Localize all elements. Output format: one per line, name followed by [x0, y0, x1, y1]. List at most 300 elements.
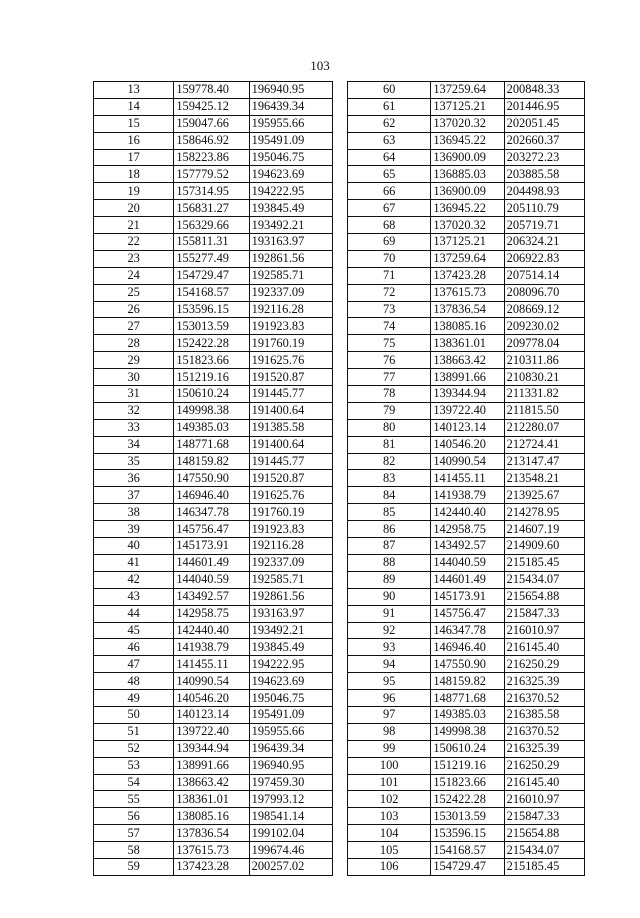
y-coordinate-cell: 210830.21	[504, 369, 584, 386]
y-coordinate-cell: 196439.34	[249, 740, 332, 757]
point-number-cell: 94	[348, 656, 431, 673]
y-coordinate-cell: 206922.83	[504, 250, 584, 267]
y-coordinate-cell: 194222.95	[249, 183, 332, 200]
y-coordinate-cell: 192585.71	[249, 571, 332, 588]
y-coordinate-cell: 192861.56	[249, 250, 332, 267]
x-coordinate-cell: 144040.59	[431, 554, 504, 571]
x-coordinate-cell: 137259.64	[431, 82, 504, 99]
table-row	[94, 858, 333, 875]
table-row	[94, 183, 333, 200]
table-row	[348, 335, 585, 352]
x-coordinate-cell: 153013.59	[431, 808, 504, 825]
y-coordinate-cell: 193163.97	[249, 605, 332, 622]
table-row	[348, 605, 585, 622]
x-coordinate-cell: 138991.66	[174, 757, 249, 774]
y-coordinate-cell: 197459.30	[249, 774, 332, 791]
x-coordinate-cell: 144601.49	[431, 571, 504, 588]
point-number-cell: 57	[94, 825, 174, 842]
x-coordinate-cell: 137125.21	[431, 234, 504, 251]
y-coordinate-cell: 196439.34	[249, 98, 332, 115]
x-coordinate-cell: 149998.38	[174, 402, 249, 419]
point-number-cell: 30	[94, 369, 174, 386]
point-number-cell: 89	[348, 571, 431, 588]
x-coordinate-cell: 148159.82	[174, 453, 249, 470]
table-row	[94, 673, 333, 690]
y-coordinate-cell: 211331.82	[504, 386, 584, 403]
table-row	[94, 250, 333, 267]
point-number-cell: 37	[94, 487, 174, 504]
point-number-cell: 99	[348, 740, 431, 757]
y-coordinate-cell: 210311.86	[504, 352, 584, 369]
x-coordinate-cell: 141455.11	[174, 656, 249, 673]
point-number-cell: 33	[94, 419, 174, 436]
y-coordinate-cell: 195491.09	[249, 132, 332, 149]
point-number-cell: 14	[94, 98, 174, 115]
x-coordinate-cell: 146347.78	[431, 622, 504, 639]
x-coordinate-cell: 136885.03	[431, 166, 504, 183]
y-coordinate-cell: 203272.23	[504, 149, 584, 166]
point-number-cell: 98	[348, 723, 431, 740]
point-number-cell: 71	[348, 267, 431, 284]
point-number-cell: 76	[348, 352, 431, 369]
point-number-cell: 44	[94, 605, 174, 622]
y-coordinate-cell: 215847.33	[504, 808, 584, 825]
x-coordinate-cell: 155811.31	[174, 234, 249, 251]
table-row	[348, 318, 585, 335]
table-row	[348, 98, 585, 115]
point-number-cell: 41	[94, 554, 174, 571]
table-row	[348, 284, 585, 301]
x-coordinate-cell: 137615.73	[174, 842, 249, 859]
table-row	[348, 436, 585, 453]
table-row	[94, 605, 333, 622]
point-number-cell: 74	[348, 318, 431, 335]
x-coordinate-cell: 142958.75	[174, 605, 249, 622]
y-coordinate-cell: 214278.95	[504, 504, 584, 521]
x-coordinate-cell: 150610.24	[174, 386, 249, 403]
y-coordinate-cell: 205110.79	[504, 200, 584, 217]
y-coordinate-cell: 199102.04	[249, 825, 332, 842]
y-coordinate-cell: 194623.69	[249, 166, 332, 183]
y-coordinate-cell: 193845.49	[249, 639, 332, 656]
point-number-cell: 49	[94, 690, 174, 707]
x-coordinate-cell: 151823.66	[431, 774, 504, 791]
table-row	[348, 538, 585, 555]
table-row	[348, 521, 585, 538]
x-coordinate-cell: 148159.82	[431, 673, 504, 690]
x-coordinate-cell: 157314.95	[174, 183, 249, 200]
y-coordinate-cell: 191385.58	[249, 419, 332, 436]
x-coordinate-cell: 137615.73	[431, 284, 504, 301]
x-coordinate-cell: 159047.66	[174, 115, 249, 132]
x-coordinate-cell: 150610.24	[431, 740, 504, 757]
point-number-cell: 82	[348, 453, 431, 470]
point-number-cell: 106	[348, 858, 431, 875]
table-row	[348, 149, 585, 166]
x-coordinate-cell: 142440.40	[174, 622, 249, 639]
point-number-cell: 50	[94, 706, 174, 723]
point-number-cell: 46	[94, 639, 174, 656]
table-row	[94, 115, 333, 132]
table-row	[348, 639, 585, 656]
point-number-cell: 45	[94, 622, 174, 639]
table-row	[94, 842, 333, 859]
x-coordinate-cell: 155277.49	[174, 250, 249, 267]
x-coordinate-cell: 145173.91	[174, 538, 249, 555]
x-coordinate-cell: 149385.03	[174, 419, 249, 436]
y-coordinate-cell: 215654.88	[504, 588, 584, 605]
y-coordinate-cell: 208669.12	[504, 301, 584, 318]
y-coordinate-cell: 196940.95	[249, 82, 332, 99]
point-number-cell: 66	[348, 183, 431, 200]
point-number-cell: 63	[348, 132, 431, 149]
x-coordinate-cell: 140546.20	[431, 436, 504, 453]
y-coordinate-cell: 191760.19	[249, 335, 332, 352]
y-coordinate-cell: 191625.76	[249, 352, 332, 369]
y-coordinate-cell: 215185.45	[504, 554, 584, 571]
y-coordinate-cell: 199674.46	[249, 842, 332, 859]
x-coordinate-cell: 137020.32	[431, 217, 504, 234]
table-row	[94, 301, 333, 318]
point-number-cell: 67	[348, 200, 431, 217]
y-coordinate-cell: 193163.97	[249, 234, 332, 251]
x-coordinate-cell: 153013.59	[174, 318, 249, 335]
table-row	[348, 622, 585, 639]
y-coordinate-cell: 208096.70	[504, 284, 584, 301]
table-row	[348, 706, 585, 723]
y-coordinate-cell: 214607.19	[504, 521, 584, 538]
y-coordinate-cell: 195046.75	[249, 690, 332, 707]
y-coordinate-cell: 201446.95	[504, 98, 584, 115]
x-coordinate-cell: 138991.66	[431, 369, 504, 386]
point-number-cell: 59	[94, 858, 174, 875]
table-row	[94, 267, 333, 284]
table-row	[94, 554, 333, 571]
x-coordinate-cell: 138361.01	[174, 791, 249, 808]
y-coordinate-cell: 191400.64	[249, 436, 332, 453]
coordinate-table-right	[347, 81, 585, 876]
point-number-cell: 78	[348, 386, 431, 403]
point-number-cell: 54	[94, 774, 174, 791]
y-coordinate-cell: 216325.39	[504, 673, 584, 690]
point-number-cell: 88	[348, 554, 431, 571]
point-number-cell: 105	[348, 842, 431, 859]
coordinate-table-left	[93, 81, 333, 876]
y-coordinate-cell: 216145.40	[504, 639, 584, 656]
x-coordinate-cell: 145756.47	[431, 605, 504, 622]
x-coordinate-cell: 144040.59	[174, 571, 249, 588]
x-coordinate-cell: 140123.14	[174, 706, 249, 723]
table-row	[94, 402, 333, 419]
point-number-cell: 53	[94, 757, 174, 774]
table-row	[94, 149, 333, 166]
y-coordinate-cell: 191625.76	[249, 487, 332, 504]
x-coordinate-cell: 138085.16	[174, 808, 249, 825]
y-coordinate-cell: 192861.56	[249, 588, 332, 605]
point-number-cell: 43	[94, 588, 174, 605]
point-number-cell: 56	[94, 808, 174, 825]
y-coordinate-cell: 196940.95	[249, 757, 332, 774]
point-number-cell: 81	[348, 436, 431, 453]
point-number-cell: 34	[94, 436, 174, 453]
x-coordinate-cell: 137259.64	[431, 250, 504, 267]
point-number-cell: 75	[348, 335, 431, 352]
point-number-cell: 32	[94, 402, 174, 419]
point-number-cell: 48	[94, 673, 174, 690]
point-number-cell: 65	[348, 166, 431, 183]
table-row	[348, 183, 585, 200]
point-number-cell: 23	[94, 250, 174, 267]
table-row	[348, 234, 585, 251]
point-number-cell: 101	[348, 774, 431, 791]
x-coordinate-cell: 136900.09	[431, 183, 504, 200]
table-row	[348, 250, 585, 267]
y-coordinate-cell: 195491.09	[249, 706, 332, 723]
y-coordinate-cell: 215434.07	[504, 571, 584, 588]
x-coordinate-cell: 139722.40	[174, 723, 249, 740]
point-number-cell: 27	[94, 318, 174, 335]
point-number-cell: 24	[94, 267, 174, 284]
table-row	[94, 453, 333, 470]
point-number-cell: 72	[348, 284, 431, 301]
y-coordinate-cell: 195955.66	[249, 723, 332, 740]
y-coordinate-cell: 192116.28	[249, 538, 332, 555]
x-coordinate-cell: 140990.54	[174, 673, 249, 690]
table-row	[348, 791, 585, 808]
table-body	[348, 82, 585, 876]
x-coordinate-cell: 154168.57	[431, 842, 504, 859]
y-coordinate-cell: 200848.33	[504, 82, 584, 99]
y-coordinate-cell: 192116.28	[249, 301, 332, 318]
x-coordinate-cell: 136900.09	[431, 149, 504, 166]
x-coordinate-cell: 136945.22	[431, 132, 504, 149]
y-coordinate-cell: 212280.07	[504, 419, 584, 436]
table-row	[348, 858, 585, 875]
table-row	[348, 588, 585, 605]
point-number-cell: 26	[94, 301, 174, 318]
x-coordinate-cell: 142958.75	[431, 521, 504, 538]
y-coordinate-cell: 216325.39	[504, 740, 584, 757]
x-coordinate-cell: 147550.90	[431, 656, 504, 673]
table-row	[348, 757, 585, 774]
table-row	[348, 740, 585, 757]
x-coordinate-cell: 147550.90	[174, 470, 249, 487]
x-coordinate-cell: 139722.40	[431, 402, 504, 419]
y-coordinate-cell: 213925.67	[504, 487, 584, 504]
point-number-cell: 42	[94, 571, 174, 588]
y-coordinate-cell: 213147.47	[504, 453, 584, 470]
point-number-cell: 93	[348, 639, 431, 656]
x-coordinate-cell: 146946.40	[431, 639, 504, 656]
y-coordinate-cell: 192337.09	[249, 284, 332, 301]
table-row	[94, 200, 333, 217]
y-coordinate-cell: 215185.45	[504, 858, 584, 875]
table-row	[348, 386, 585, 403]
point-number-cell: 28	[94, 335, 174, 352]
x-coordinate-cell: 151219.16	[174, 369, 249, 386]
y-coordinate-cell: 213548.21	[504, 470, 584, 487]
x-coordinate-cell: 137836.54	[174, 825, 249, 842]
y-coordinate-cell: 193492.21	[249, 622, 332, 639]
table-row	[94, 217, 333, 234]
x-coordinate-cell: 137423.28	[174, 858, 249, 875]
y-coordinate-cell: 209778.04	[504, 335, 584, 352]
page-number: 103	[310, 58, 330, 73]
x-coordinate-cell: 158646.92	[174, 132, 249, 149]
x-coordinate-cell: 142440.40	[431, 504, 504, 521]
table-row	[94, 132, 333, 149]
point-number-cell: 40	[94, 538, 174, 555]
table-row	[94, 825, 333, 842]
x-coordinate-cell: 141455.11	[431, 470, 504, 487]
x-coordinate-cell: 159778.40	[174, 82, 249, 99]
y-coordinate-cell: 214909.60	[504, 538, 584, 555]
x-coordinate-cell: 141938.79	[174, 639, 249, 656]
point-number-cell: 17	[94, 149, 174, 166]
x-coordinate-cell: 137836.54	[431, 301, 504, 318]
point-number-cell: 62	[348, 115, 431, 132]
x-coordinate-cell: 159425.12	[174, 98, 249, 115]
table-row	[94, 757, 333, 774]
y-coordinate-cell: 204498.93	[504, 183, 584, 200]
point-number-cell: 104	[348, 825, 431, 842]
y-coordinate-cell: 207514.14	[504, 267, 584, 284]
point-number-cell: 58	[94, 842, 174, 859]
point-number-cell: 87	[348, 538, 431, 555]
y-coordinate-cell: 215847.33	[504, 605, 584, 622]
point-number-cell: 36	[94, 470, 174, 487]
y-coordinate-cell: 191445.77	[249, 453, 332, 470]
point-number-cell: 35	[94, 453, 174, 470]
point-number-cell: 77	[348, 369, 431, 386]
x-coordinate-cell: 139344.94	[174, 740, 249, 757]
x-coordinate-cell: 138663.42	[431, 352, 504, 369]
point-number-cell: 25	[94, 284, 174, 301]
y-coordinate-cell: 216250.29	[504, 757, 584, 774]
x-coordinate-cell: 156329.66	[174, 217, 249, 234]
y-coordinate-cell: 198541.14	[249, 808, 332, 825]
y-coordinate-cell: 209230.02	[504, 318, 584, 335]
x-coordinate-cell: 137125.21	[431, 98, 504, 115]
point-number-cell: 39	[94, 521, 174, 538]
point-number-cell: 91	[348, 605, 431, 622]
y-coordinate-cell: 195046.75	[249, 149, 332, 166]
x-coordinate-cell: 158223.86	[174, 149, 249, 166]
table-row	[94, 335, 333, 352]
y-coordinate-cell: 195955.66	[249, 115, 332, 132]
table-row	[348, 402, 585, 419]
table-row	[94, 234, 333, 251]
table-row	[94, 284, 333, 301]
table-row	[348, 774, 585, 791]
y-coordinate-cell: 212724.41	[504, 436, 584, 453]
y-coordinate-cell: 216010.97	[504, 622, 584, 639]
table-row	[348, 200, 585, 217]
y-coordinate-cell: 194222.95	[249, 656, 332, 673]
y-coordinate-cell: 216250.29	[504, 656, 584, 673]
y-coordinate-cell: 216010.97	[504, 791, 584, 808]
y-coordinate-cell: 202051.45	[504, 115, 584, 132]
point-number-cell: 18	[94, 166, 174, 183]
table-row	[94, 487, 333, 504]
table-row	[94, 808, 333, 825]
x-coordinate-cell: 138663.42	[174, 774, 249, 791]
point-number-cell: 92	[348, 622, 431, 639]
x-coordinate-cell: 137423.28	[431, 267, 504, 284]
point-number-cell: 61	[348, 98, 431, 115]
x-coordinate-cell: 145173.91	[431, 588, 504, 605]
point-number-cell: 21	[94, 217, 174, 234]
y-coordinate-cell: 206324.21	[504, 234, 584, 251]
table-row	[348, 690, 585, 707]
table-row	[348, 470, 585, 487]
point-number-cell: 31	[94, 386, 174, 403]
table-row	[94, 622, 333, 639]
y-coordinate-cell: 191923.83	[249, 521, 332, 538]
x-coordinate-cell: 145756.47	[174, 521, 249, 538]
x-coordinate-cell: 154729.47	[174, 267, 249, 284]
x-coordinate-cell: 139344.94	[431, 386, 504, 403]
x-coordinate-cell: 140123.14	[431, 419, 504, 436]
point-number-cell: 79	[348, 402, 431, 419]
point-number-cell: 64	[348, 149, 431, 166]
table-row	[94, 436, 333, 453]
table-row	[94, 166, 333, 183]
table-row	[348, 352, 585, 369]
table-row	[94, 504, 333, 521]
point-number-cell: 70	[348, 250, 431, 267]
x-coordinate-cell: 153596.15	[431, 825, 504, 842]
table-row	[94, 352, 333, 369]
table-row	[348, 301, 585, 318]
table-row	[94, 774, 333, 791]
table-row	[94, 470, 333, 487]
point-number-cell: 52	[94, 740, 174, 757]
table-row	[348, 554, 585, 571]
x-coordinate-cell: 137020.32	[431, 115, 504, 132]
point-number-cell: 103	[348, 808, 431, 825]
y-coordinate-cell: 192337.09	[249, 554, 332, 571]
point-number-cell: 84	[348, 487, 431, 504]
y-coordinate-cell: 197993.12	[249, 791, 332, 808]
x-coordinate-cell: 140990.54	[431, 453, 504, 470]
y-coordinate-cell: 202660.37	[504, 132, 584, 149]
x-coordinate-cell: 151823.66	[174, 352, 249, 369]
y-coordinate-cell: 191445.77	[249, 386, 332, 403]
table-row	[348, 217, 585, 234]
table-row	[348, 369, 585, 386]
y-coordinate-cell: 215654.88	[504, 825, 584, 842]
x-coordinate-cell: 154168.57	[174, 284, 249, 301]
point-number-cell: 60	[348, 82, 431, 99]
point-number-cell: 102	[348, 791, 431, 808]
x-coordinate-cell: 153596.15	[174, 301, 249, 318]
y-coordinate-cell: 211815.50	[504, 402, 584, 419]
table-row	[94, 369, 333, 386]
table-row	[348, 656, 585, 673]
table-row	[348, 487, 585, 504]
point-number-cell: 19	[94, 183, 174, 200]
table-row	[94, 740, 333, 757]
x-coordinate-cell: 141938.79	[431, 487, 504, 504]
table-row	[348, 419, 585, 436]
point-number-cell: 68	[348, 217, 431, 234]
table-row	[348, 166, 585, 183]
table-row	[348, 842, 585, 859]
y-coordinate-cell: 216370.52	[504, 690, 584, 707]
x-coordinate-cell: 148771.68	[431, 690, 504, 707]
x-coordinate-cell: 146347.78	[174, 504, 249, 521]
